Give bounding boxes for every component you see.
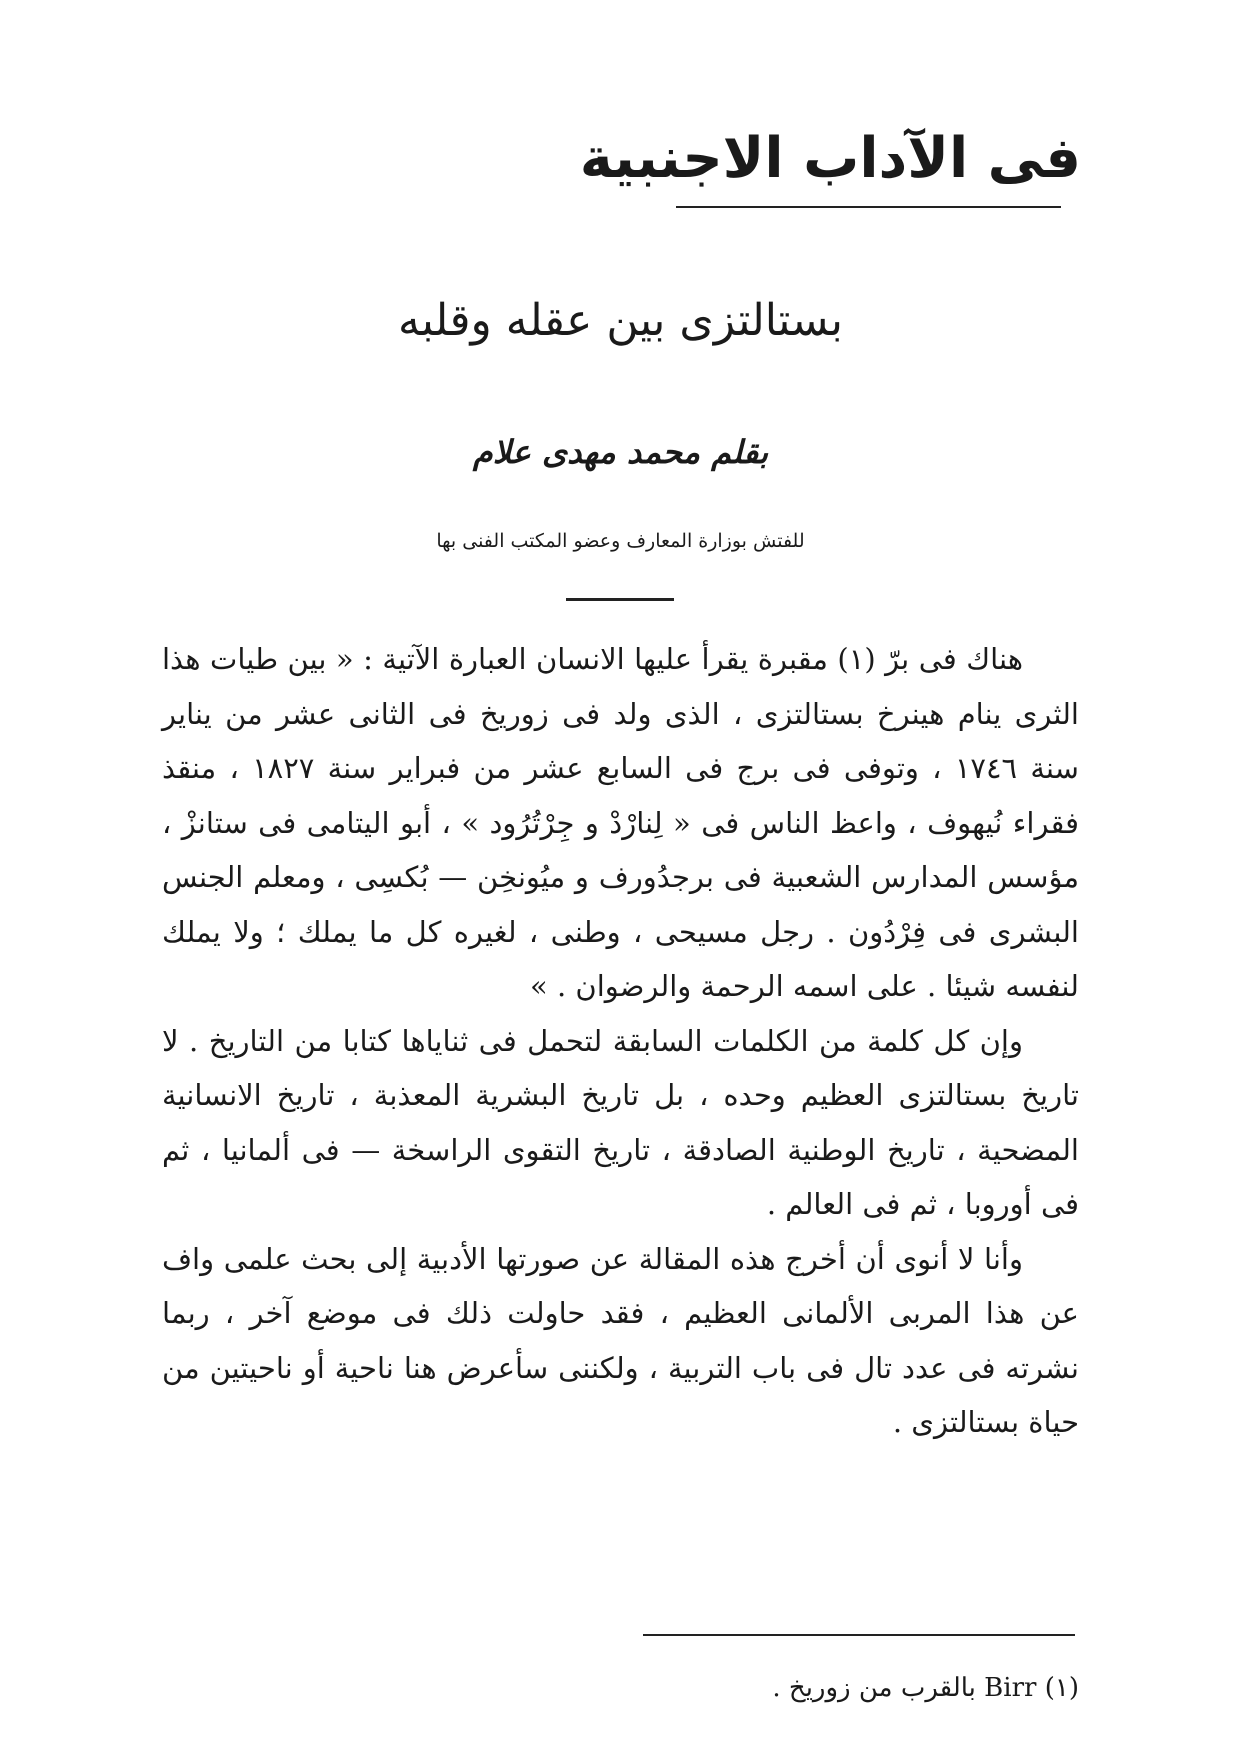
section-title-underline [676,206,1061,208]
article-title: بستالتزى بين عقله وقلبه [398,295,843,346]
author-role: للفتش بوزارة المعارف وعضو المكتب الفنى بها [436,530,805,552]
footnote-separator [643,1634,1075,1636]
paragraph-3: وأنا لا أنوى أن أخرج هذه المقالة عن صورتها الأدبية إلى بحث علمى واف عن هذا المربى الألمانى العظيم ، فقد حاولت ذلك فى موضع آخر ، ربما نشرته فى عدد تال فى باب التربية ، ولكننى سأعرض هنا ناحية أو ناحيتين من حياة بستالتزى . [162,1241,1079,1439]
title-separator [566,598,674,601]
paragraph-2: وإن كل كلمة من الكلمات السابقة لتحمل فى ثناياها كتابا من التاريخ . لا تاريخ بستالتزى العظيم وحده ، بل تاريخ البشرية المعذبة ، تاريخ الانسانية المضحية ، تاريخ الوطنية الصادقة ، تاريخ التقوى الراسخة — فى ألمانيا ، ثم فى أوروبا ، ثم فى العالم . [162,1023,1079,1221]
article-body [162,632,1079,1450]
author-byline: بقلم محمد مهدى علام [472,433,769,471]
section-title: فى الآداب الاجنبية [579,126,1081,191]
section-header [579,125,1081,192]
footnote: (١) Birr بالقرب من زوريخ . [772,1673,1079,1703]
paragraph-1: هناك فى برّ (١) مقبرة يقرأ عليها الانسان العبارة الآتية : « بين طيات هذا الثرى ينام هينرخ بستالتزى ، الذى ولد فى زوريخ فى الثانى عشر من يناير سنة ١٧٤٦ ، وتوفى فى برج فى السابع عشر من فبراير سنة ١٨٢٧ ، منقذ فقراء نُيهوف ، واعظ الناس فى « لِنارْدْ و جِرْتُرُود » ، أبو اليتامى فى ستانزْ ، مؤسس المدارس الشعبية فى برجدُورف و ميُونخِن — بُكسِى ، ومعلم الجنس البشرى فى فِرْدُون . رجل مسيحى ، وطنى ، لغيره كل ما يملك ؛ ولا يملك لنفسه شيئا . على اسمه الرحمة والرضوان . » [162,642,1079,1003]
